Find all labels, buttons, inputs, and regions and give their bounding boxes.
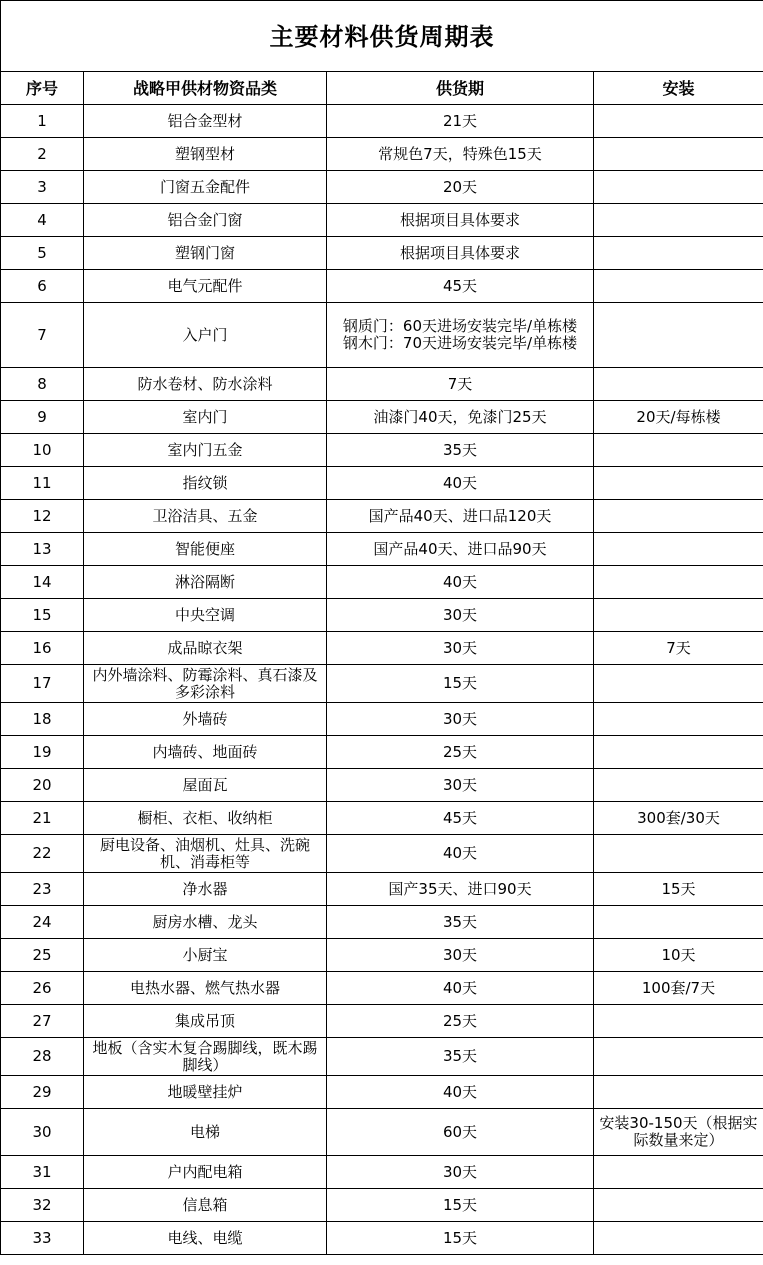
cell-supply: 根据项目具体要求 [327, 237, 594, 270]
table-row [1, 270, 763, 303]
table-title: 主要材料供货周期表 [1, 1, 763, 72]
table-row [1, 138, 763, 171]
cell-install: 10天 [594, 939, 763, 972]
cell-no: 2 [1, 138, 84, 171]
table-row [1, 769, 763, 802]
header-install: 安装 [594, 72, 763, 105]
cell-supply: 30天 [327, 939, 594, 972]
table-row [1, 1222, 763, 1255]
cell-category: 淋浴隔断 [84, 566, 327, 599]
cell-supply: 45天 [327, 270, 594, 303]
cell-install [594, 835, 763, 873]
cell-supply: 常规色7天，特殊色15天 [327, 138, 594, 171]
cell-install [594, 303, 763, 368]
cell-category: 电热水器、燃气热水器 [84, 972, 327, 1005]
table-row [1, 802, 763, 835]
cell-no: 29 [1, 1076, 84, 1109]
cell-category: 地板（含实木复合踢脚线，既木踢脚线） [84, 1038, 327, 1076]
table-row [1, 434, 763, 467]
cell-supply: 30天 [327, 632, 594, 665]
cell-no: 1 [1, 105, 84, 138]
cell-no: 20 [1, 769, 84, 802]
cell-no: 8 [1, 368, 84, 401]
cell-install: 100套/7天 [594, 972, 763, 1005]
cell-install: 20天/每栋楼 [594, 401, 763, 434]
cell-category: 室内门五金 [84, 434, 327, 467]
cell-install [594, 665, 763, 703]
cell-install [594, 1189, 763, 1222]
cell-category: 塑钢门窗 [84, 237, 327, 270]
cell-category: 橱柜、衣柜、收纳柜 [84, 802, 327, 835]
cell-supply: 15天 [327, 1189, 594, 1222]
cell-no: 21 [1, 802, 84, 835]
table-row [1, 1005, 763, 1038]
cell-no: 26 [1, 972, 84, 1005]
cell-supply: 30天 [327, 769, 594, 802]
cell-category: 室内门 [84, 401, 327, 434]
cell-install [594, 434, 763, 467]
cell-supply: 30天 [327, 1156, 594, 1189]
cell-no: 9 [1, 401, 84, 434]
cell-supply: 国产品40天、进口品120天 [327, 500, 594, 533]
header-category: 战略甲供材物资品类 [84, 72, 327, 105]
cell-supply: 根据项目具体要求 [327, 204, 594, 237]
cell-no: 10 [1, 434, 84, 467]
table-row [1, 204, 763, 237]
cell-supply: 15天 [327, 1222, 594, 1255]
cell-supply: 45天 [327, 802, 594, 835]
cell-no: 25 [1, 939, 84, 972]
table-row [1, 1156, 763, 1189]
cell-no: 13 [1, 533, 84, 566]
cell-no: 15 [1, 599, 84, 632]
table-row [1, 906, 763, 939]
cell-supply: 7天 [327, 368, 594, 401]
cell-category: 净水器 [84, 873, 327, 906]
cell-no: 6 [1, 270, 84, 303]
table-row [1, 171, 763, 204]
cell-supply: 油漆门40天，免漆门25天 [327, 401, 594, 434]
cell-category: 厨电设备、油烟机、灶具、洗碗机、消毒柜等 [84, 835, 327, 873]
cell-no: 22 [1, 835, 84, 873]
table-row [1, 1076, 763, 1109]
cell-supply: 钢质门：60天进场安装完毕/单栋楼 钢木门：70天进场安装完毕/单栋楼 [327, 303, 594, 368]
cell-category: 外墙砖 [84, 703, 327, 736]
cell-install [594, 1038, 763, 1076]
table-row [1, 632, 763, 665]
cell-no: 31 [1, 1156, 84, 1189]
cell-category: 内外墙涂料、防霉涂料、真石漆及多彩涂料 [84, 665, 327, 703]
cell-install [594, 204, 763, 237]
cell-no: 32 [1, 1189, 84, 1222]
cell-category: 电梯 [84, 1109, 327, 1156]
table-row [1, 303, 763, 368]
table-row [1, 566, 763, 599]
cell-install: 安装30-150天（根据实际数量来定） [594, 1109, 763, 1156]
cell-no: 7 [1, 303, 84, 368]
cell-supply: 30天 [327, 599, 594, 632]
cell-category: 入户门 [84, 303, 327, 368]
cell-supply: 40天 [327, 835, 594, 873]
cell-supply: 35天 [327, 906, 594, 939]
cell-install [594, 1156, 763, 1189]
cell-no: 4 [1, 204, 84, 237]
table-row [1, 873, 763, 906]
cell-category: 卫浴洁具、五金 [84, 500, 327, 533]
cell-no: 16 [1, 632, 84, 665]
cell-category: 内墙砖、地面砖 [84, 736, 327, 769]
cell-category: 指纹锁 [84, 467, 327, 500]
cell-category: 防水卷材、防水涂料 [84, 368, 327, 401]
cell-category: 铝合金门窗 [84, 204, 327, 237]
table-row [1, 368, 763, 401]
cell-no: 17 [1, 665, 84, 703]
cell-category: 智能便座 [84, 533, 327, 566]
cell-supply: 40天 [327, 972, 594, 1005]
cell-install [594, 703, 763, 736]
cell-no: 28 [1, 1038, 84, 1076]
cell-no: 27 [1, 1005, 84, 1038]
cell-install: 300套/30天 [594, 802, 763, 835]
cell-no: 12 [1, 500, 84, 533]
table-row [1, 1109, 763, 1156]
table-row [1, 401, 763, 434]
table-row [1, 665, 763, 703]
cell-no: 33 [1, 1222, 84, 1255]
table-row [1, 1038, 763, 1076]
cell-install [594, 237, 763, 270]
cell-supply: 25天 [327, 736, 594, 769]
cell-category: 屋面瓦 [84, 769, 327, 802]
cell-no: 3 [1, 171, 84, 204]
table-row [1, 533, 763, 566]
cell-supply: 30天 [327, 703, 594, 736]
cell-category: 信息箱 [84, 1189, 327, 1222]
cell-no: 19 [1, 736, 84, 769]
cell-no: 18 [1, 703, 84, 736]
table-row [1, 835, 763, 873]
table-row [1, 972, 763, 1005]
cell-install [594, 566, 763, 599]
cell-install [594, 138, 763, 171]
cell-category: 小厨宝 [84, 939, 327, 972]
cell-install [594, 1076, 763, 1109]
table-row [1, 599, 763, 632]
cell-install [594, 736, 763, 769]
table-row [1, 703, 763, 736]
table-row [1, 105, 763, 138]
cell-install [594, 533, 763, 566]
cell-no: 11 [1, 467, 84, 500]
cell-no: 5 [1, 237, 84, 270]
cell-supply: 21天 [327, 105, 594, 138]
cell-install [594, 500, 763, 533]
cell-supply: 35天 [327, 434, 594, 467]
cell-install [594, 270, 763, 303]
table-row [1, 467, 763, 500]
cell-install: 15天 [594, 873, 763, 906]
cell-install [594, 906, 763, 939]
cell-category: 塑钢型材 [84, 138, 327, 171]
cell-category: 电气元配件 [84, 270, 327, 303]
table-row [1, 939, 763, 972]
table-row [1, 237, 763, 270]
cell-category: 地暖壁挂炉 [84, 1076, 327, 1109]
header-no: 序号 [1, 72, 84, 105]
cell-install [594, 467, 763, 500]
cell-supply: 60天 [327, 1109, 594, 1156]
cell-category: 中央空调 [84, 599, 327, 632]
header-supply: 供货期 [327, 72, 594, 105]
cell-install [594, 1222, 763, 1255]
cell-category: 电线、电缆 [84, 1222, 327, 1255]
cell-supply: 25天 [327, 1005, 594, 1038]
cell-install [594, 171, 763, 204]
table-row [1, 500, 763, 533]
cell-no: 23 [1, 873, 84, 906]
cell-category: 厨房水槽、龙头 [84, 906, 327, 939]
cell-category: 铝合金型材 [84, 105, 327, 138]
cell-category: 集成吊顶 [84, 1005, 327, 1038]
cell-category: 门窗五金配件 [84, 171, 327, 204]
cell-supply: 20天 [327, 171, 594, 204]
cell-install [594, 599, 763, 632]
table-row [1, 736, 763, 769]
cell-no: 30 [1, 1109, 84, 1156]
cell-supply: 40天 [327, 1076, 594, 1109]
table-row [1, 1189, 763, 1222]
cell-supply: 40天 [327, 566, 594, 599]
cell-no: 24 [1, 906, 84, 939]
cell-supply: 15天 [327, 665, 594, 703]
cell-supply: 40天 [327, 467, 594, 500]
cell-no: 14 [1, 566, 84, 599]
cell-category: 户内配电箱 [84, 1156, 327, 1189]
cell-install [594, 105, 763, 138]
cell-install [594, 769, 763, 802]
cell-install [594, 1005, 763, 1038]
cell-supply: 国产品40天、进口品90天 [327, 533, 594, 566]
table-body [1, 105, 763, 1255]
cell-supply: 国产35天、进口90天 [327, 873, 594, 906]
cell-supply: 35天 [327, 1038, 594, 1076]
cell-install [594, 368, 763, 401]
cell-install: 7天 [594, 632, 763, 665]
cell-category: 成品晾衣架 [84, 632, 327, 665]
